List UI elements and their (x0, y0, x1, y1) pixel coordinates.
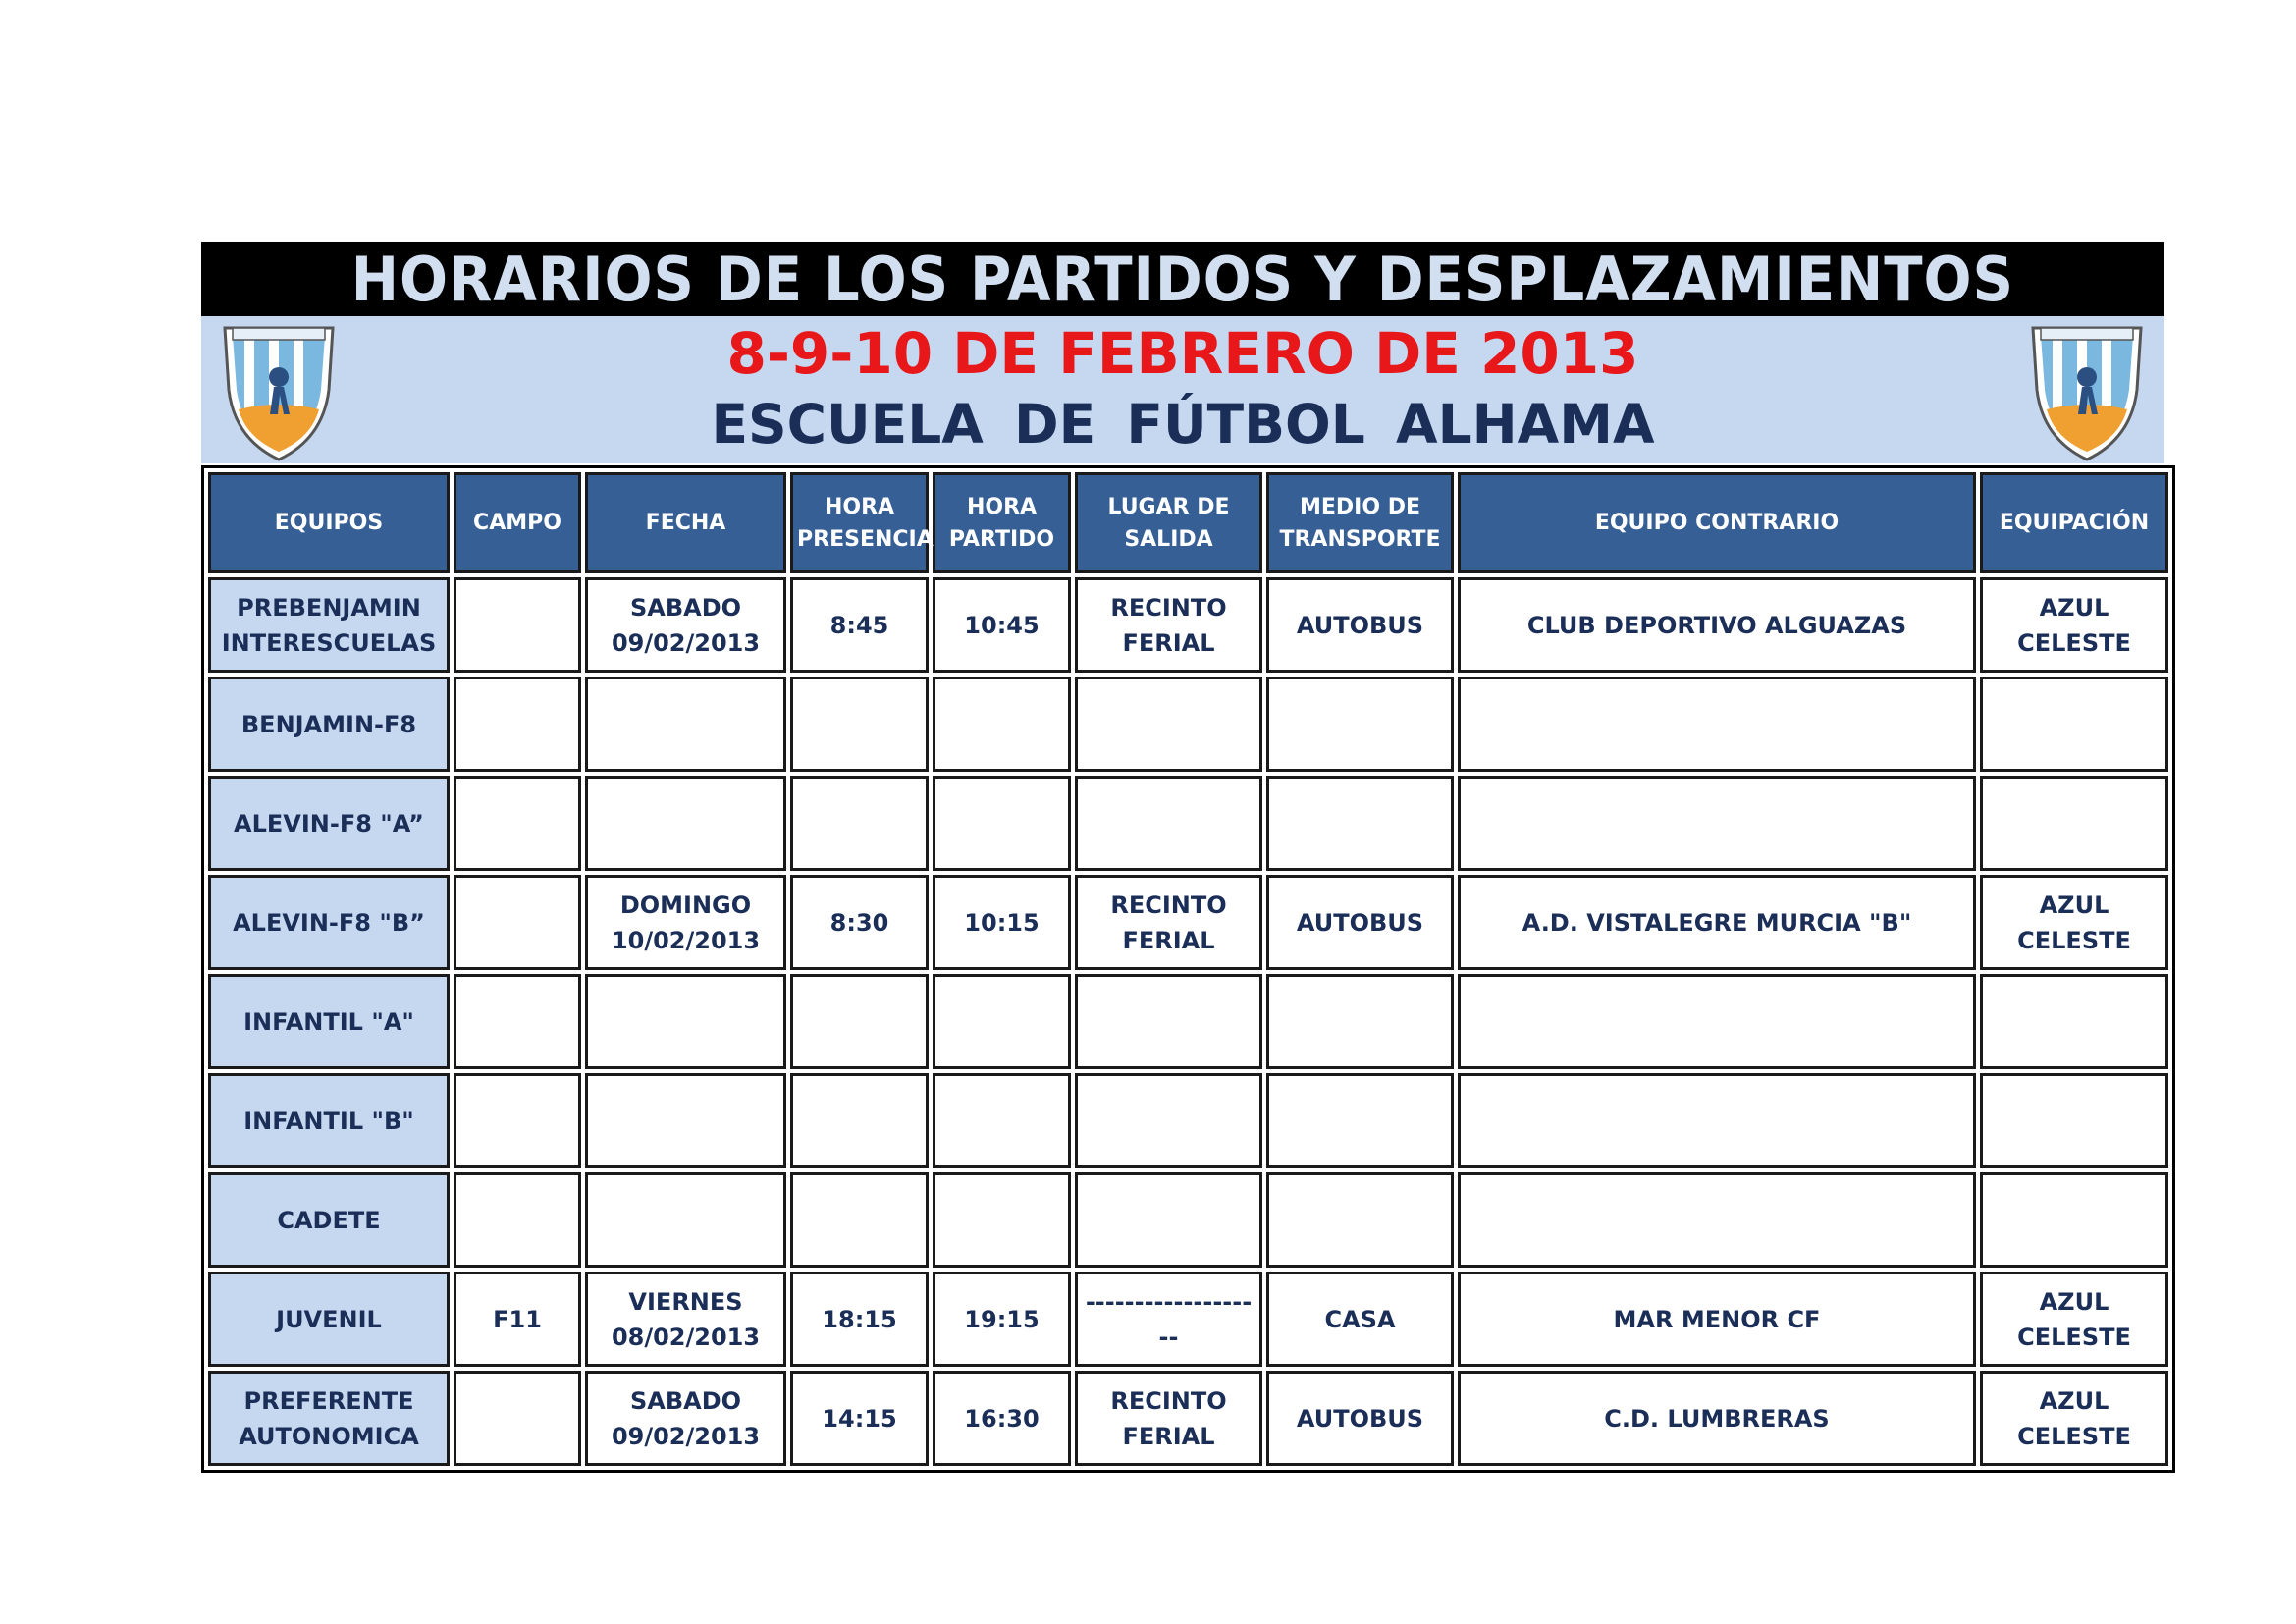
contrario-cell: MAR MENOR CF (1458, 1272, 1976, 1367)
fecha-cell: SABADO 09/02/2013 (585, 577, 786, 673)
table-row (208, 577, 2168, 673)
presencia-cell: 18:15 (790, 1272, 929, 1367)
presencia-cell (790, 974, 929, 1069)
table-header-row (208, 472, 2168, 573)
campo-cell (454, 1172, 581, 1268)
table-row (208, 677, 2168, 772)
column-header-hora-presencia: HORA PRESENCIA (790, 472, 929, 573)
table-body (208, 577, 2168, 1466)
contrario-cell: C.D. LUMBRERAS (1458, 1371, 1976, 1466)
contrario-cell (1458, 677, 1976, 772)
transporte-cell (1266, 1073, 1454, 1168)
partido-cell (933, 776, 1071, 871)
contrario-cell (1458, 1172, 1976, 1268)
presencia-cell (790, 1172, 929, 1268)
column-header-campo: CAMPO (454, 472, 581, 573)
club-crest-icon (2023, 316, 2151, 463)
team-cell: ALEVIN-F8 "B” (208, 875, 450, 970)
school-name: ESCUELA DE FÚTBOL ALHAMA (711, 393, 1655, 456)
salida-cell: RECINTO FERIAL (1075, 875, 1262, 970)
partido-cell: 10:15 (933, 875, 1071, 970)
salida-cell: ------------------- (1075, 1272, 1262, 1367)
campo-cell (454, 577, 581, 673)
fecha-cell (585, 1172, 786, 1268)
team-cell: INFANTIL "B" (208, 1073, 450, 1168)
contrario-cell (1458, 776, 1976, 871)
partido-cell: 16:30 (933, 1371, 1071, 1466)
partido-cell (933, 677, 1071, 772)
campo-cell (454, 974, 581, 1069)
salida-cell (1075, 974, 1262, 1069)
equipacion-cell: AZUL CELESTE (1980, 875, 2168, 970)
presencia-cell (790, 776, 929, 871)
partido-cell: 10:45 (933, 577, 1071, 673)
contrario-cell: CLUB DEPORTIVO ALGUAZAS (1458, 577, 1976, 673)
date-line: 8-9-10 DE FEBRERO DE 2013 (726, 320, 1639, 387)
equipacion-cell (1980, 1073, 2168, 1168)
campo-cell (454, 677, 581, 772)
schedule-sheet (201, 242, 2164, 1473)
transporte-cell (1266, 776, 1454, 871)
column-header-medio-transporte: MEDIO DE TRANSPORTE (1266, 472, 1454, 573)
fecha-cell (585, 677, 786, 772)
equipacion-cell: AZUL CELESTE (1980, 1371, 2168, 1466)
page-title: HORARIOS DE LOS PARTIDOS Y DESPLAZAMIENTOS (350, 243, 2015, 315)
transporte-cell (1266, 974, 1454, 1069)
partido-cell (933, 1172, 1071, 1268)
column-header-lugar-salida: LUGAR DE SALIDA (1075, 472, 1262, 573)
column-header-hora-partido: HORA PARTIDO (933, 472, 1071, 573)
campo-cell (454, 1073, 581, 1168)
fecha-cell: VIERNES 08/02/2013 (585, 1272, 786, 1367)
presencia-cell: 8:45 (790, 577, 929, 673)
column-header-equipos: EQUIPOS (208, 472, 450, 573)
transporte-cell: AUTOBUS (1266, 1371, 1454, 1466)
fecha-cell (585, 974, 786, 1069)
presencia-cell (790, 677, 929, 772)
team-cell: ALEVIN-F8 "A” (208, 776, 450, 871)
team-cell: JUVENIL (208, 1272, 450, 1367)
presencia-cell: 8:30 (790, 875, 929, 970)
team-cell: CADETE (208, 1172, 450, 1268)
team-cell: INFANTIL "A" (208, 974, 450, 1069)
equipacion-cell: AZUL CELESTE (1980, 1272, 2168, 1367)
transporte-cell: CASA (1266, 1272, 1454, 1367)
presencia-cell (790, 1073, 929, 1168)
table-row (208, 974, 2168, 1069)
table-row (208, 1073, 2168, 1168)
table-row (208, 1172, 2168, 1268)
presencia-cell: 14:15 (790, 1371, 929, 1466)
salida-cell (1075, 1073, 1262, 1168)
table-row (208, 1371, 2168, 1466)
column-header-fecha: FECHA (585, 472, 786, 573)
partido-cell (933, 1073, 1071, 1168)
salida-cell: RECINTO FERIAL (1075, 577, 1262, 673)
equipacion-cell (1980, 677, 2168, 772)
contrario-cell (1458, 1073, 1976, 1168)
transporte-cell: AUTOBUS (1266, 577, 1454, 673)
equipacion-cell (1980, 974, 2168, 1069)
partido-cell: 19:15 (933, 1272, 1071, 1367)
transporte-cell (1266, 1172, 1454, 1268)
table-row (208, 776, 2168, 871)
team-cell: BENJAMIN-F8 (208, 677, 450, 772)
equipacion-cell (1980, 1172, 2168, 1268)
campo-cell (454, 875, 581, 970)
fecha-cell: SABADO 09/02/2013 (585, 1371, 786, 1466)
fecha-cell: DOMINGO 10/02/2013 (585, 875, 786, 970)
equipacion-cell: AZUL CELESTE (1980, 577, 2168, 673)
fecha-cell (585, 1073, 786, 1168)
campo-cell (454, 776, 581, 871)
team-cell: PREBENJAMIN INTERESCUELAS (208, 577, 450, 673)
table-row (208, 875, 2168, 970)
contrario-cell: A.D. VISTALEGRE MURCIA "B" (1458, 875, 1976, 970)
salida-cell: RECINTO FERIAL (1075, 1371, 1262, 1466)
transporte-cell (1266, 677, 1454, 772)
equipacion-cell (1980, 776, 2168, 871)
transporte-cell: AUTOBUS (1266, 875, 1454, 970)
salida-cell (1075, 776, 1262, 871)
salida-cell (1075, 1172, 1262, 1268)
contrario-cell (1458, 974, 1976, 1069)
title-bar (201, 242, 2164, 316)
table-row (208, 1272, 2168, 1367)
team-cell: PREFERENTE AUTONOMICA (208, 1371, 450, 1466)
column-header-equipo-contrario: EQUIPO CONTRARIO (1458, 472, 1976, 573)
schedule-table (201, 465, 2175, 1473)
column-header-equipacion: EQUIPACIÓN (1980, 472, 2168, 573)
campo-cell: F11 (454, 1272, 581, 1367)
partido-cell (933, 974, 1071, 1069)
salida-cell (1075, 677, 1262, 772)
fecha-cell (585, 776, 786, 871)
header-band (201, 316, 2164, 463)
campo-cell (454, 1371, 581, 1466)
